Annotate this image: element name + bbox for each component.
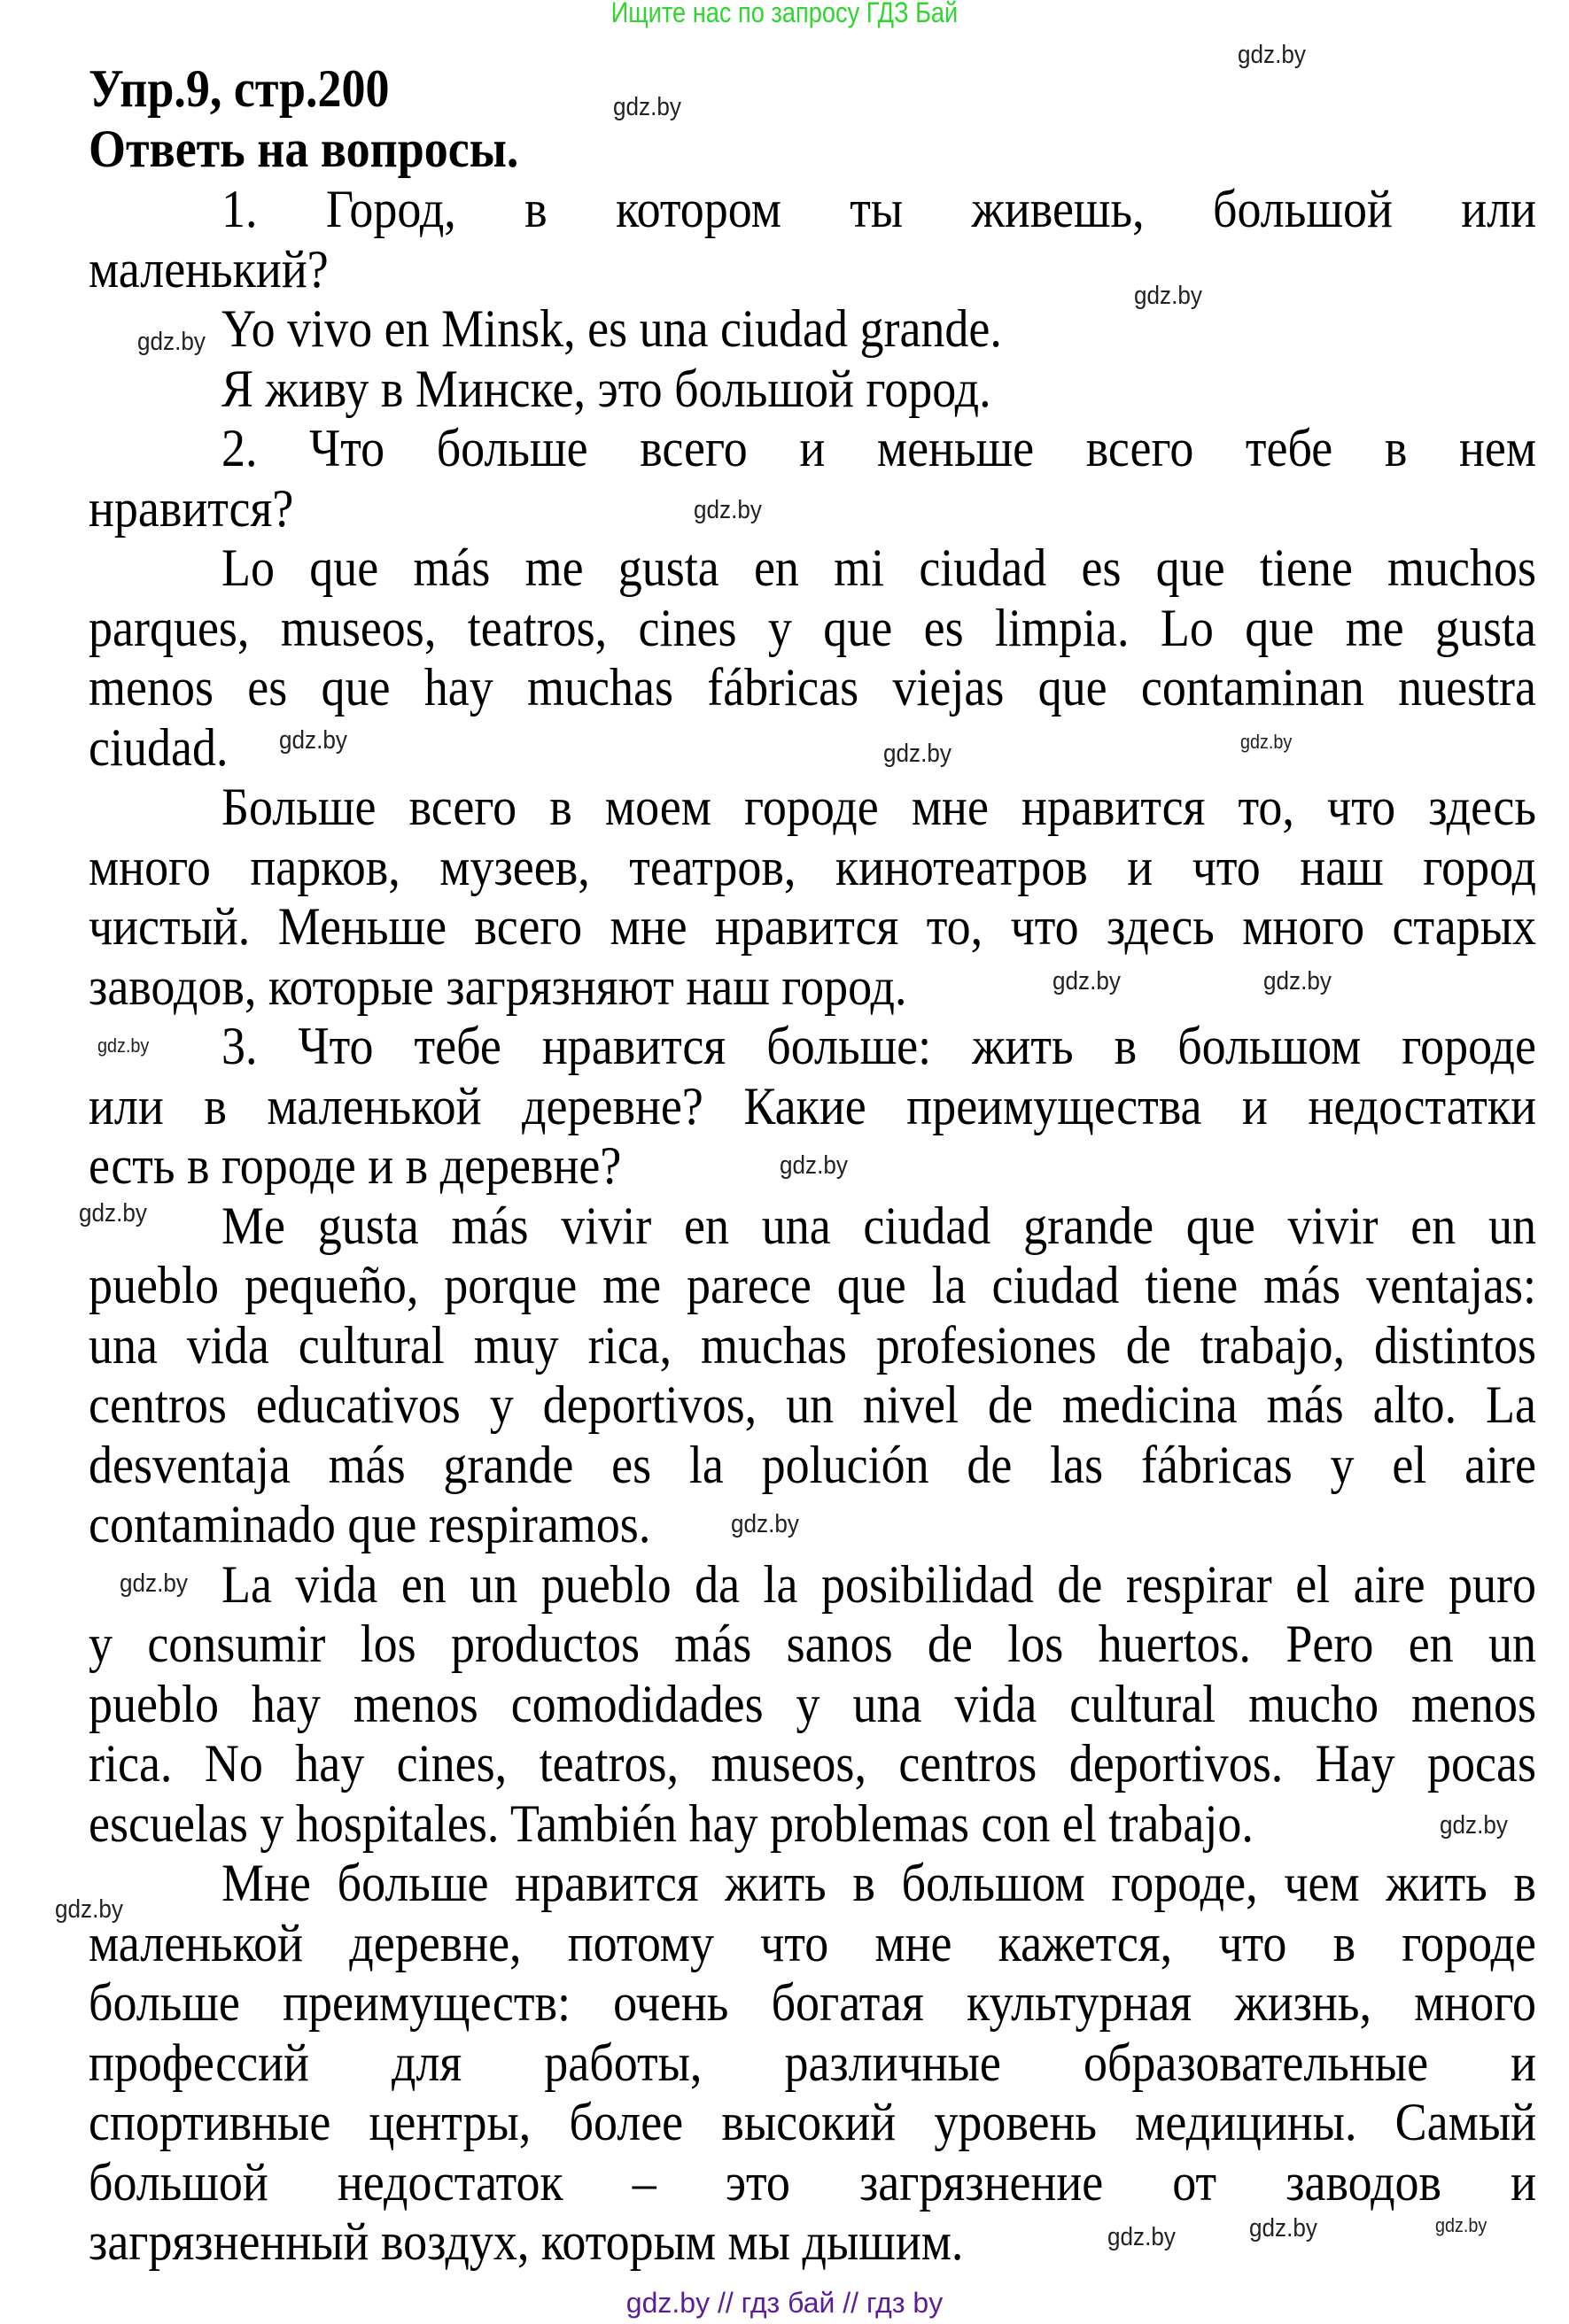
text-line: есть в городе и в деревне? (89, 1135, 622, 1196)
text-line: Me gusta más vivir en una ciudad grande que vivir en un (221, 1195, 1536, 1256)
watermark: gdz.by (1249, 2214, 1317, 2243)
watermark: gdz.by (731, 1510, 799, 1538)
top-banner: Ищите нас по запросу ГДЗ Бай (610, 0, 959, 28)
watermark: gdz.by (780, 1151, 848, 1180)
exercise-subtitle: Ответь на вопросы. (89, 119, 519, 179)
text-line: профессий для работы, различные образовательные и (89, 2032, 1536, 2093)
text-line: desventaja más grande es la polución de las fábricas y el aire (89, 1434, 1536, 1495)
text-line: parques, museos, teatros, cines y que es limpia. Lo que me gusta (89, 597, 1536, 658)
text-line: маленькой деревне, потому что мне кажется, что в городе (89, 1912, 1536, 1973)
text-line: 3. Что тебе нравится больше: жить в большом городе (221, 1016, 1536, 1076)
text-line: маленький? (89, 238, 329, 299)
watermark: gdz.by (79, 1199, 147, 1228)
text-line: y consumir los productos más sanos de los huertos. Pero en un (89, 1614, 1536, 1674)
text-line: Мне больше нравится жить в большом городе, чем жить в (221, 1853, 1536, 1913)
watermark: gdz.by (694, 496, 762, 524)
text-line: 2. Что больше всего и меньше всего тебе в нем (221, 418, 1536, 478)
text-line: больше преимуществ: очень богатая культурная жизнь, много (89, 1972, 1536, 2033)
text-line: спортивные центры, более высокий уровень медицины. Самый (89, 2092, 1536, 2152)
text-line: contaminado que respiramos. (89, 1494, 651, 1554)
text-line: Yo vivo en Minsk, es una ciudad grande. (221, 298, 1002, 359)
bottom-banner: gdz.by // гдз бай // гдз by (625, 2287, 944, 2319)
watermark: gdz.by (1263, 967, 1332, 995)
watermark: gdz.by (613, 93, 681, 121)
text-line: 1. Город, в котором ты живешь, большой или (221, 179, 1536, 239)
text-line: rica. No hay cines, teatros, museos, centros deportivos. Hay pocas (89, 1733, 1536, 1793)
watermark: gdz.by (1435, 2214, 1487, 2236)
text-line: pueblo hay menos comodidades y una vida cultural mucho menos (89, 1673, 1536, 1734)
text-line: или в маленькой деревне? Какие преимущества и недостатки (89, 1075, 1536, 1136)
text-line: La vida en un pueblo da la posibilidad de respirar el aire puro (221, 1553, 1536, 1615)
text-line: Lo que más me gusta en mi ciudad es que tiene muchos (221, 538, 1536, 598)
text-line: menos es que hay muchas fábricas viejas que contaminan nuestra (89, 657, 1536, 717)
watermark: gdz.by (1240, 731, 1293, 753)
watermark: gdz.by (883, 740, 951, 768)
watermark: gdz.by (97, 1034, 150, 1057)
watermark: gdz.by (1238, 41, 1306, 69)
text-line: много парков, музеев, театров, кинотеатров и что наш город (89, 836, 1536, 897)
text-line: нравится? (89, 477, 294, 538)
watermark: gdz.by (1052, 967, 1121, 995)
exercise-title: Упр.9, стр.200 (89, 58, 390, 119)
text-line: большой недостаток – это загрязнение от заводов и (89, 2151, 1536, 2212)
text-line: загрязненный воздух, которым мы дышим. (89, 2212, 964, 2272)
text-line: чистый. Меньше всего мне нравится то, что здесь много старых (89, 896, 1536, 957)
text-line: una vida cultural muy rica, muchas profesiones de trabajo, distintos (89, 1314, 1536, 1375)
text-line: pueblo pequeño, porque me parece que la ciudad tiene más ventajas: (89, 1255, 1536, 1315)
watermark: gdz.by (137, 328, 206, 356)
watermark: gdz.by (1107, 2223, 1176, 2251)
text-line: ciudad. (89, 717, 229, 778)
text-line: escuelas y hospitales. También hay problemas con el trabajo. (89, 1793, 1254, 1854)
watermark: gdz.by (120, 1569, 188, 1598)
watermark: gdz.by (279, 726, 347, 755)
text-line: заводов, которые загрязняют наш город. (89, 956, 907, 1017)
watermark: gdz.by (1440, 1811, 1508, 1840)
text-line: Я живу в Минске, это большой город. (221, 358, 991, 419)
text-line: Больше всего в моем городе мне нравится то, что здесь (221, 777, 1536, 837)
watermark: gdz.by (55, 1895, 123, 1924)
watermark: gdz.by (1134, 282, 1202, 310)
text-line: centros educativos y deportivos, un nivel de medicina más alto. La (89, 1375, 1536, 1435)
